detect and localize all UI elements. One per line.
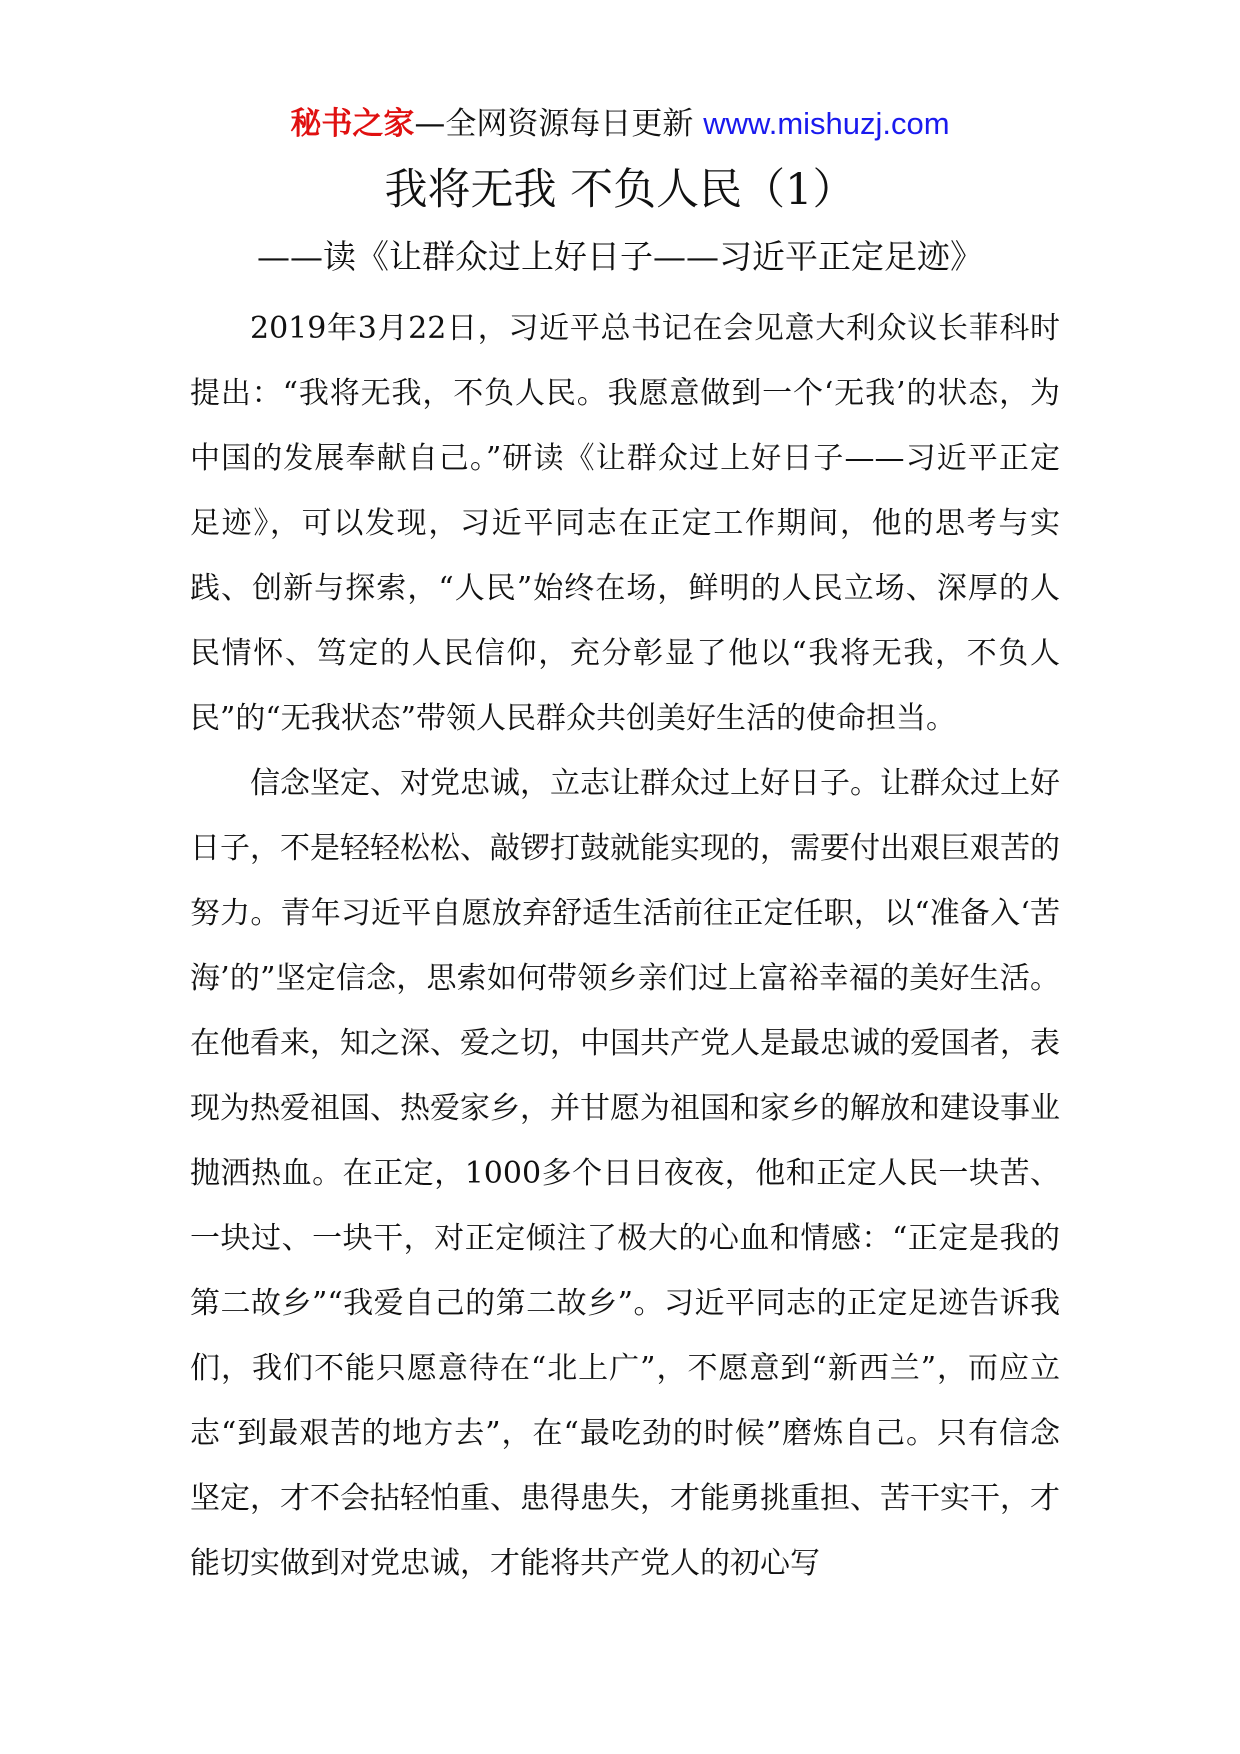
paragraph-1: 2019年3月22日，习近平总书记在会见意大利众议长菲科时提出：“我将无我，不负人民。我愿意做到一个‘无我’的状态，为中国的发展奉献自己。”研读《让群众过上好日子——习近平正定足迹》，可以发现，习近平同志在正定工作期间，他的思考与实践、创新与探索，“人民”始终在场，鲜明的人民立场、深厚的人民情怀、笃定的人民信仰，充分彰显了他以“我将无我，不负人民”的“无我状态”带领人民群众共创美好生活的使命担当。 xyxy=(190,311,1060,736)
paragraph-2: 信念坚定、对党忠诚，立志让群众过上好日子。让群众过上好日子，不是轻轻松松、敲锣打鼓就能实现的，需要付出艰巨艰苦的努力。青年习近平自愿放弃舒适生活前往正定任职，以“准备入‘苦海’的”坚定信念，思索如何带领乡亲们过上富裕幸福的美好生活。在他看来，知之深、爱之切，中国共产党人是最忠诚的爱国者，表现为热爱祖国、热爱家乡，并甘愿为祖国和家乡的解放和建设事业抛洒热血。在正定，1000多个日日夜夜，他和正定人民一块苦、一块过、一块干，对正定倾注了极大的心血和情感：“正定是我的第二故乡”“我爱自己的第二故乡”。习近平同志的正定足迹告诉我们，我们不能只愿意待在“北上广”，不愿意到“新西兰”，而应立志“到最艰苦的地方去”，在“最吃劲的时候”磨炼自己。只有信念坚定，才不会拈轻怕重、患得患失，才能勇挑重担、苦干实干，才能切实做到对党忠诚，才能将共产党人的初心写 xyxy=(190,766,1060,1581)
site-url-link[interactable]: www.mishuzj.com xyxy=(703,106,950,141)
brand-name: 秘书之家 xyxy=(290,106,415,142)
document-title: 我将无我 不负人民（1） xyxy=(384,165,856,215)
document-subtitle: ——读《让群众过上好日子——习近平正定足迹》 xyxy=(257,237,983,276)
site-header xyxy=(0,100,1240,148)
header-tagline: —全网资源每日更新 xyxy=(414,106,694,142)
document-body xyxy=(190,296,1060,1596)
